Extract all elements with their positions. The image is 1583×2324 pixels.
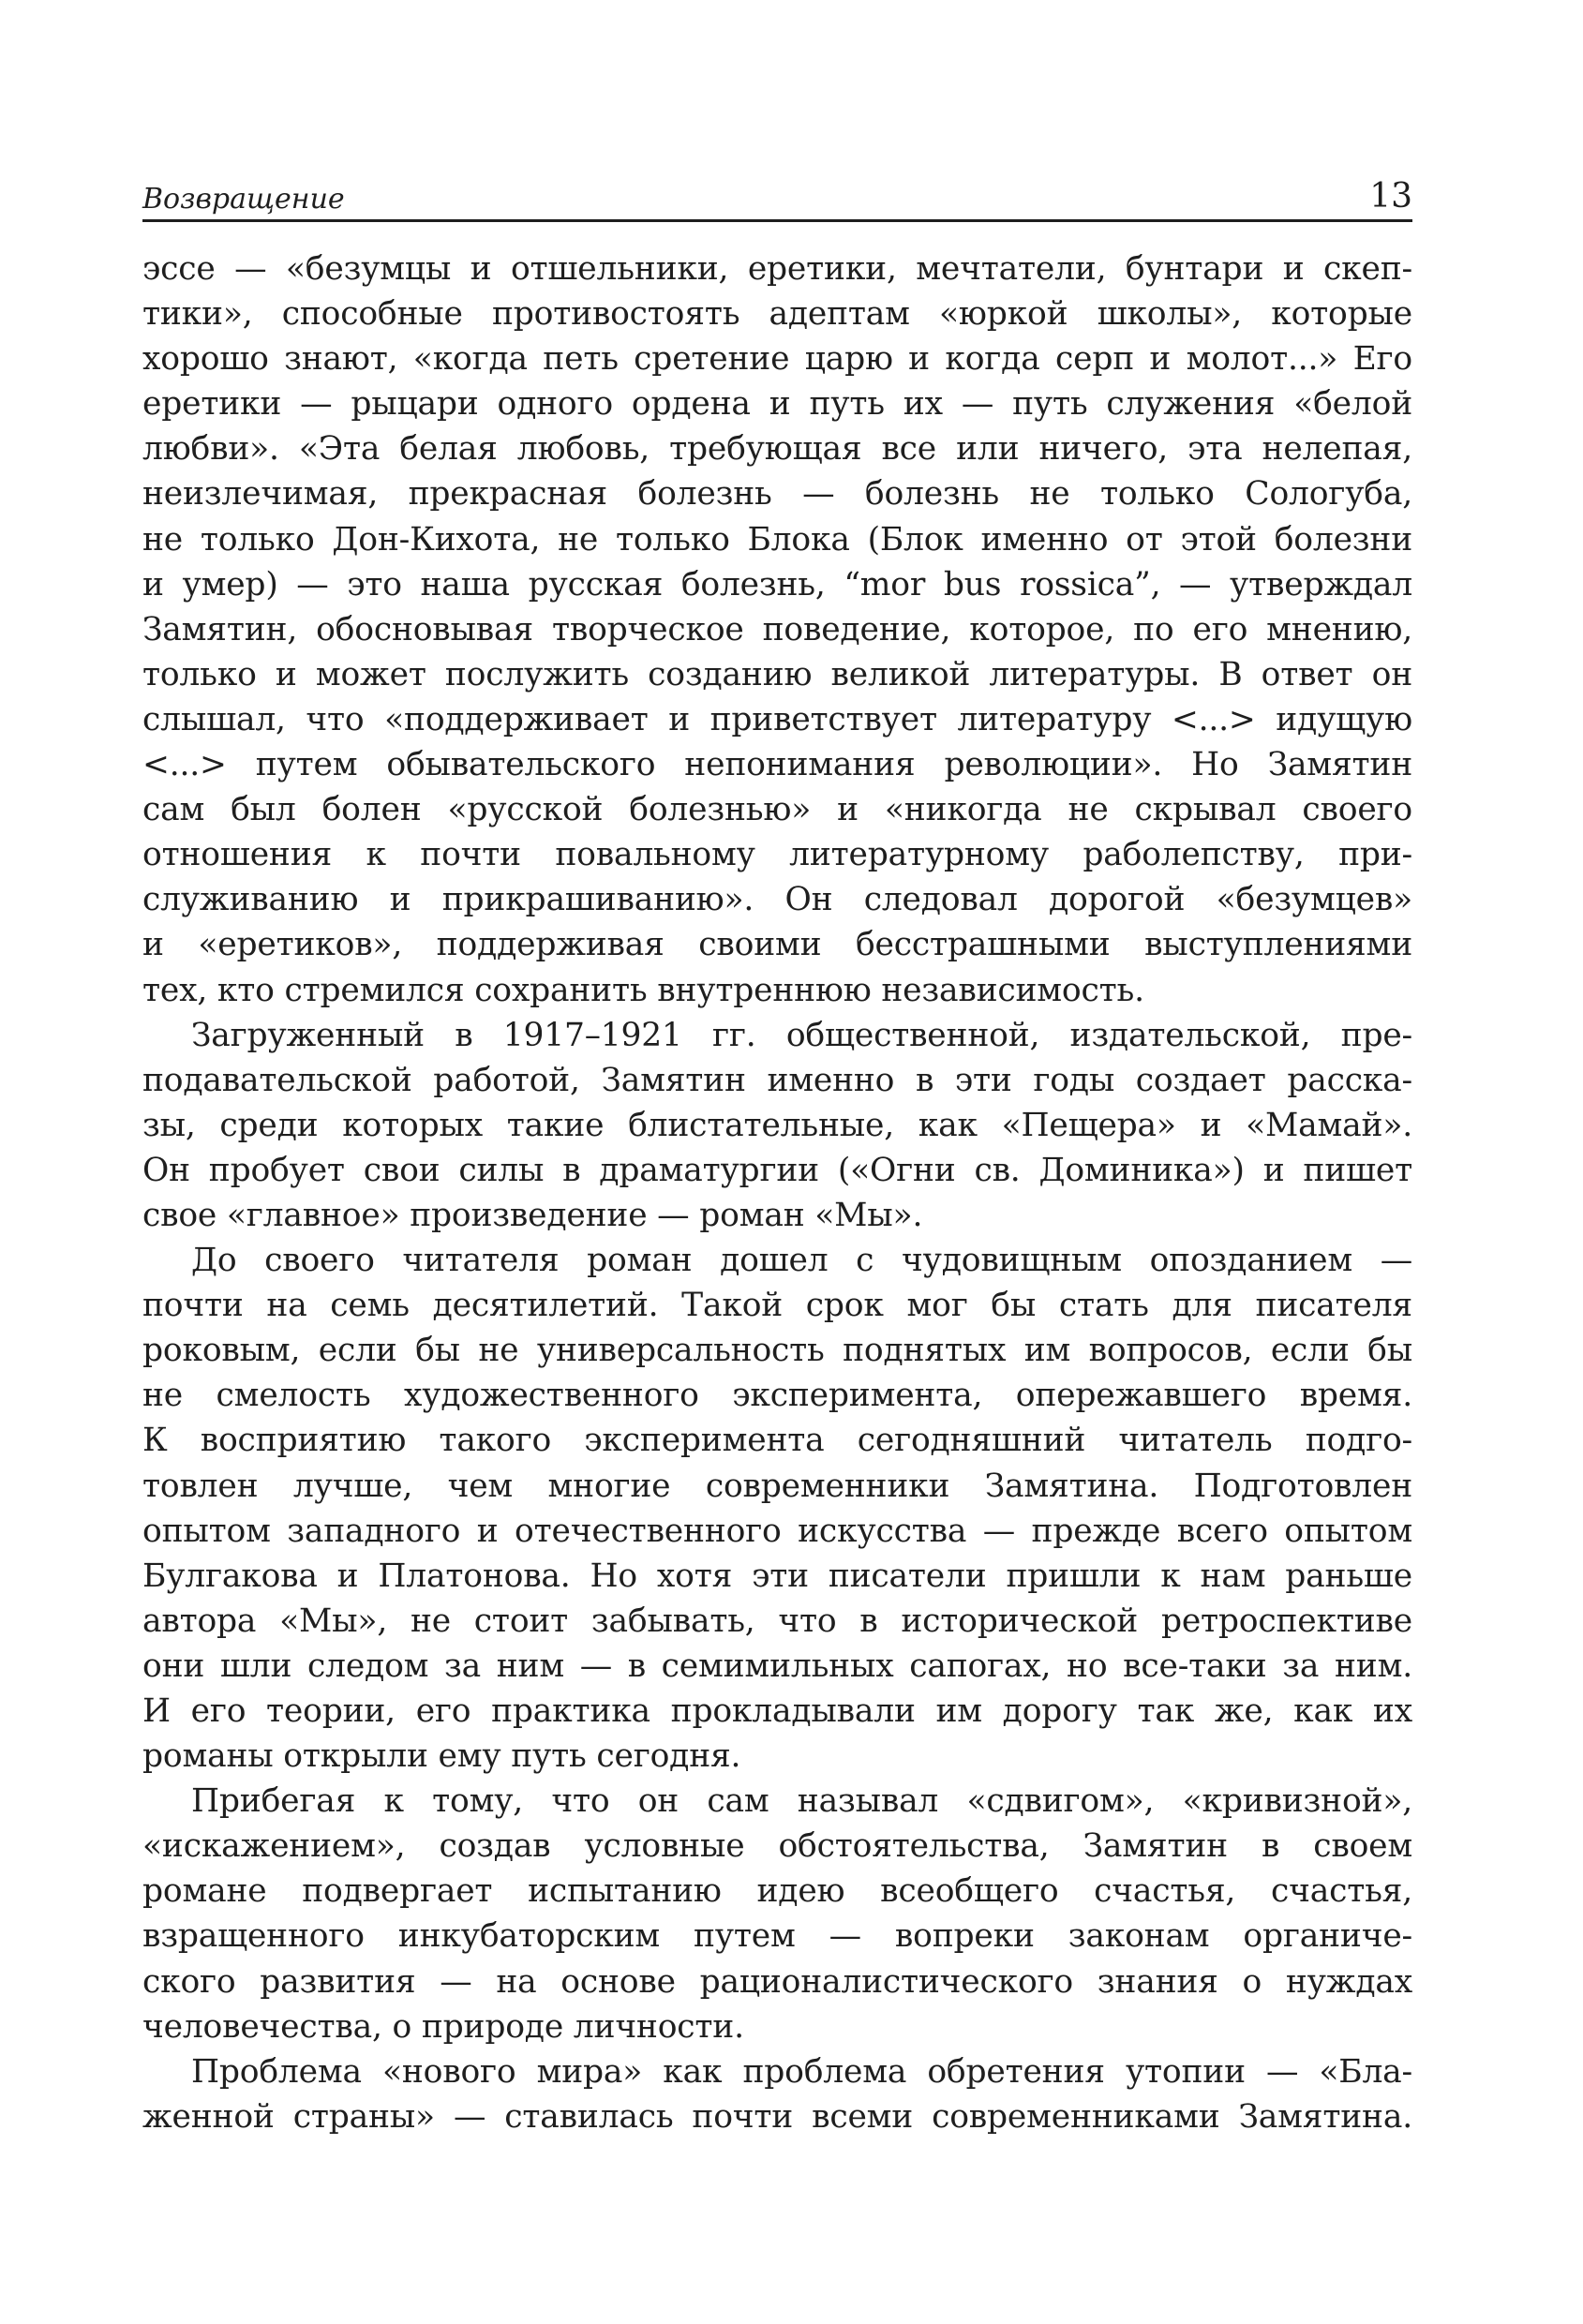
text-line: и умер) — это наша русская болезнь, “mor bus rossica”, — утверждал bbox=[142, 565, 1412, 603]
text-line: «искажением», создав условные обстоятельства, Замятин в своем bbox=[142, 1827, 1412, 1866]
text-line: хорошо знают, «когда петь сретение царю и когда серп и молот...» Его bbox=[142, 340, 1412, 379]
book-page bbox=[142, 159, 1412, 2139]
text-line: подавательской работой, Замятин именно в эти годы создает расска- bbox=[142, 1061, 1412, 1099]
text-line: зы, среди которых такие блистательные, как «Пещера» и «Мамай». bbox=[142, 1106, 1412, 1144]
text-line: И его теории, его практика прокладывали им дорогу так же, как их bbox=[142, 1692, 1412, 1730]
text-line: еретики — рыцари одного ордена и путь их — путь служения «белой bbox=[142, 385, 1412, 424]
text-line: человечества, о природе личности. bbox=[142, 2007, 744, 2046]
text-line: почти на семь десятилетий. Такой срок мог бы стать для писателя bbox=[142, 1287, 1412, 1325]
text-line: К восприятию такого эксперимента сегодняшний читатель подго- bbox=[142, 1422, 1412, 1460]
text-line: романы открыли ему путь сегодня. bbox=[142, 1737, 741, 1776]
text-line: Прибегая к тому, что он сам называл «сдвигом», «кривизной», bbox=[191, 1782, 1412, 1821]
text-line: Булгакова и Платонова. Но хотя эти писатели пришли к нам раньше bbox=[142, 1557, 1412, 1595]
running-head bbox=[142, 159, 1412, 222]
text-line: не смелость художественного эксперимента, опережавшего время. bbox=[142, 1377, 1412, 1415]
text-line: взращенного инкубаторским путем — вопреки законам органиче- bbox=[142, 1917, 1412, 1956]
text-line: только и может послужить созданию великой литературы. В ответ он bbox=[142, 655, 1412, 693]
text-line: эссе — «безумцы и отшельники, еретики, мечтатели, бунтари и скеп- bbox=[142, 250, 1412, 288]
text-line: не только Дон-Кихота, не только Блока (Блок именно от этой болезни bbox=[142, 520, 1412, 559]
text-line: отношения к почти повальному литературному раболепству, при- bbox=[142, 836, 1412, 874]
text-line: слышал, что «поддерживает и приветствует литературу <...> идущую bbox=[142, 700, 1412, 738]
text-line: сам был болен «русской болезнью» и «никогда не скрывал своего bbox=[142, 791, 1412, 829]
text-line: Проблема «нового мира» как проблема обретения утопии — «Бла- bbox=[191, 2052, 1412, 2091]
text-line: <...> путем обывательского непонимания революции». Но Замятин bbox=[142, 746, 1412, 784]
text-line: романе подвергает испытанию идею всеобщего счастья, счастья, bbox=[142, 1872, 1412, 1911]
text-line: До своего читателя роман дошел с чудовищным опозданием — bbox=[191, 1242, 1412, 1280]
text-line: роковым, если бы не универсальность поднятых им вопросов, если бы bbox=[142, 1332, 1412, 1370]
text-line: ского развития — на основе рационалистического знания о нуждах bbox=[142, 1962, 1412, 2001]
text-line: автора «Мы», не стоит забывать, что в исторической ретроспективе bbox=[142, 1601, 1412, 1640]
text-line: они шли следом за ним — в семимильных сапогах, но все-таки за ним. bbox=[142, 1646, 1412, 1685]
text-line: женной страны» — ставилась почти всеми современниками Замятина. bbox=[142, 2097, 1412, 2136]
text-line: служиванию и прикрашиванию». Он следовал дорогой «безумцев» bbox=[142, 881, 1412, 919]
text-line: опытом западного и отечественного искусства — прежде всего опытом bbox=[142, 1512, 1412, 1550]
page-number: 13 bbox=[1369, 177, 1412, 216]
text-line: Замятин, обосновывая творческое поведение, которое, по его мнению, bbox=[142, 610, 1412, 648]
text-line: свое «главное» произведение — роман «Мы». bbox=[142, 1196, 923, 1234]
body-text bbox=[142, 246, 1412, 2139]
text-line: Загруженный в 1917–1921 гг. общественной, издательской, пре- bbox=[191, 1016, 1412, 1054]
text-line: тех, кто стремился сохранить внутреннюю независимость. bbox=[142, 971, 1144, 1009]
text-line: любви». «Эта белая любовь, требующая все или ничего, эта нелепая, bbox=[142, 430, 1412, 469]
text-line: Он пробует свои силы в драматургии («Огни св. Доминика») и пишет bbox=[142, 1151, 1412, 1189]
running-head-title: Возвращение bbox=[142, 183, 345, 216]
text-line: товлен лучше, чем многие современники Замятина. Подготовлен bbox=[142, 1467, 1412, 1505]
text-line: и «еретиков», поддерживая своими бесстрашными выступлениями bbox=[142, 926, 1412, 964]
text-line: неизлечимая, прекрасная болезнь — болезнь не только Сологуба, bbox=[142, 475, 1412, 514]
text-line: тики», способные противостоять адептам «юркой школы», которые bbox=[142, 295, 1412, 334]
